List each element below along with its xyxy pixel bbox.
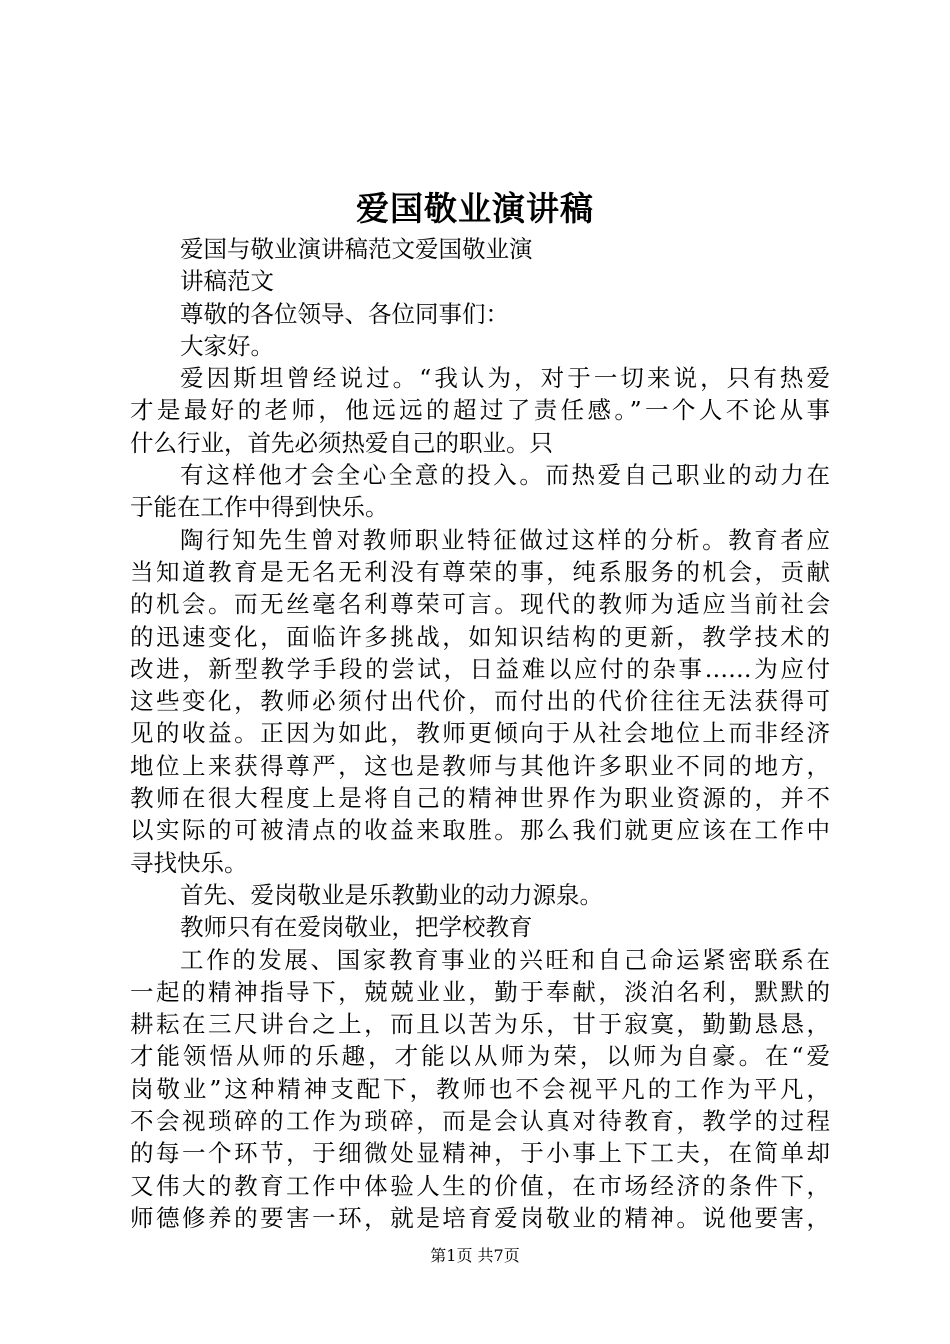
text-line: 什么行业，首先必须热爱自己的职业。只 xyxy=(130,428,553,457)
text-line: 见的收益。正因为如此，教师更倾向于从社会地位上而非经济 xyxy=(130,719,830,748)
text-line: 首先、爱岗敬业是乐教勤业的动力源泉。 xyxy=(180,880,603,909)
text-line: 尊敬的各位领导、各位同事们： xyxy=(180,299,509,328)
document-title: 爱国敬业演讲稿 xyxy=(356,189,594,228)
text-line: 教师在很大程度上是将自己的精神世界作为职业资源的，并不 xyxy=(130,784,830,813)
text-line: 有这样他才会全心全意的投入。而热爱自己职业的动力在 xyxy=(180,461,830,490)
text-line: 大家好。 xyxy=(180,331,274,360)
text-line: 才能领悟从师的乐趣，才能以从师为荣，以师为自豪。在“爱 xyxy=(130,1042,830,1071)
text-line: 地位上来获得尊严，这也是教师与其他许多职业不同的地方， xyxy=(130,751,830,780)
text-line: 的迅速变化，面临许多挑战，如知识结构的更新，教学技术的 xyxy=(130,622,830,651)
text-line: 当知道教育是无名无利没有尊荣的事，纯系服务的机会，贡献 xyxy=(130,557,830,586)
text-line: 的机会。而无丝毫名利尊荣可言。现代的教师为适应当前社会 xyxy=(130,590,830,619)
text-line: 陶行知先生曾对教师职业特征做过这样的分析。教育者应 xyxy=(180,525,830,554)
text-line: 师德修养的要害一环，就是培育爱岗敬业的精神。说他要害， xyxy=(130,1203,830,1232)
document-body xyxy=(130,233,830,1234)
text-line: 于能在工作中得到快乐。 xyxy=(130,493,389,522)
text-line: 又伟大的教育工作中体验人生的价值，在市场经济的条件下， xyxy=(130,1171,830,1200)
text-line: 教师只有在爱岗敬业，把学校教育 xyxy=(180,913,533,942)
text-line: 不会视琐碎的工作为琐碎，而是会认真对待教育，教学的过程 xyxy=(130,1107,830,1136)
text-line: 爱因斯坦曾经说过。“我认为，对于一切来说，只有热爱 xyxy=(180,364,830,393)
text-line: 寻找快乐。 xyxy=(130,848,248,877)
text-line: 讲稿范文 xyxy=(180,267,274,296)
text-line: 工作的发展、国家教育事业的兴旺和自己命运紧密联系在 xyxy=(180,945,830,974)
text-line: 爱国与敬业演讲稿范文爱国敬业演 xyxy=(180,235,533,263)
text-line: 的每一个环节，于细微处显精神，于小事上下工夫，在简单却 xyxy=(130,1139,830,1168)
text-line: 一起的精神指导下，兢兢业业，勤于奉献，淡泊名利，默默的 xyxy=(130,977,830,1006)
page-number-footer: 第1页 共7页 xyxy=(430,1246,520,1265)
text-line: 才是最好的老师，他远远的超过了责任感。”一个人不论从事 xyxy=(130,396,830,425)
text-line: 这些变化，教师必须付出代价，而付出的代价往往无法获得可 xyxy=(130,687,830,716)
text-line: 岗敬业”这种精神支配下，教师也不会视平凡的工作为平凡， xyxy=(130,1074,830,1103)
text-line: 以实际的可被清点的收益来取胜。那么我们就更应该在工作中 xyxy=(130,816,830,845)
text-line: 耕耘在三尺讲台之上，而且以苦为乐，甘于寂寞，勤勤恳恳， xyxy=(130,1010,830,1039)
text-line: 改进，新型教学手段的尝试，日益难以应付的杂事……为应付 xyxy=(130,654,830,683)
